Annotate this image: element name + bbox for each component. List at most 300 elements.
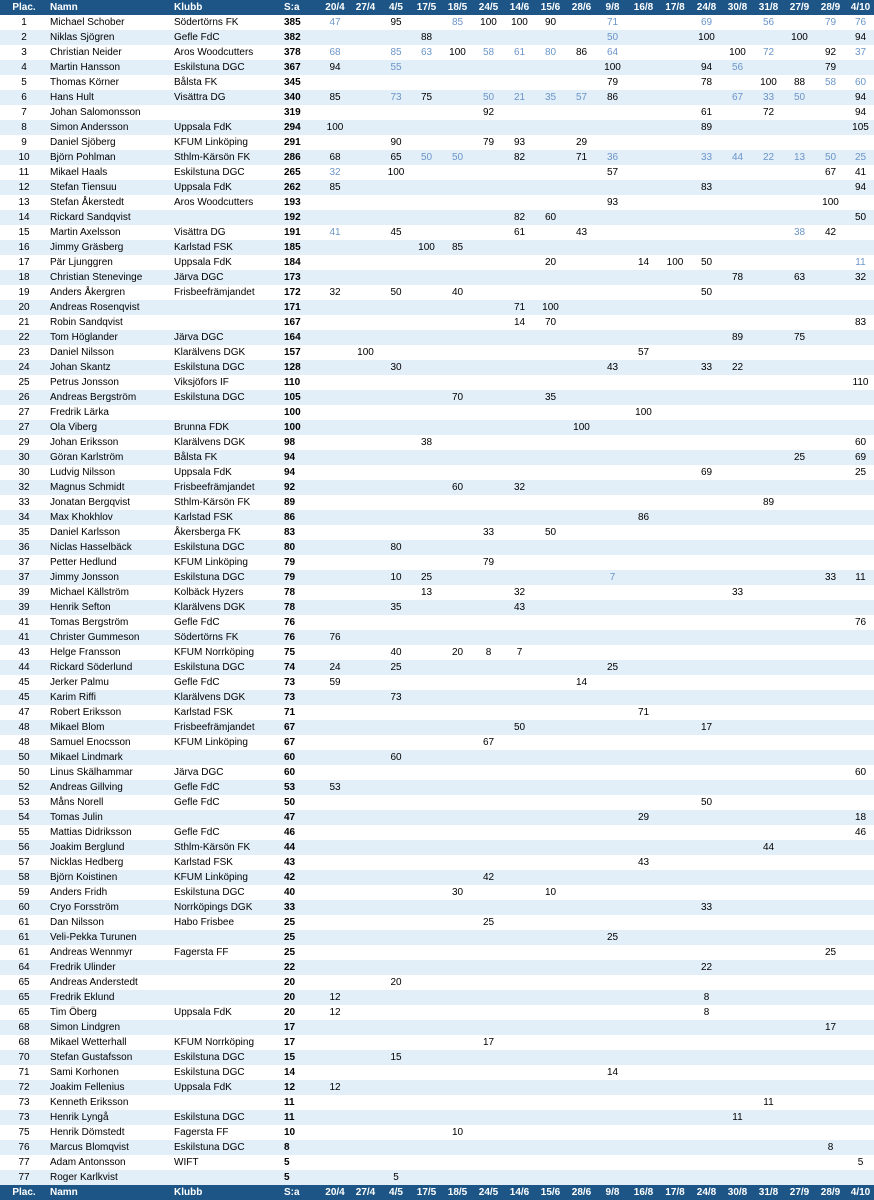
club-cell: Gefle FdC (174, 677, 220, 688)
score-cell (691, 165, 722, 180)
score-cell (753, 165, 784, 180)
total-cell: 14 (284, 1067, 296, 1078)
score-cell: 25 (793, 452, 806, 463)
score-cell (535, 720, 566, 735)
score-cell (846, 1050, 874, 1065)
score-cell (753, 570, 784, 585)
score-cell (381, 1125, 411, 1140)
col-header[interactable]: 24/5 (473, 0, 504, 15)
score-cell (722, 825, 753, 840)
score-cell (320, 615, 350, 630)
table-row (0, 90, 874, 105)
score-cell (350, 405, 381, 420)
col-header[interactable]: 27/9 (784, 0, 815, 15)
col-header[interactable]: 18/5 (442, 0, 473, 15)
score-cell (784, 135, 815, 150)
score-cell: 50 (482, 92, 495, 103)
total-cell: 86 (284, 512, 296, 523)
score-cell (815, 1095, 846, 1110)
score-cell (597, 1140, 628, 1155)
score-cell (504, 195, 535, 210)
score-cell (320, 105, 350, 120)
score-cell (628, 1095, 659, 1110)
col-header[interactable]: 17/8 (659, 0, 691, 15)
table-row (0, 150, 874, 165)
score-cell (473, 675, 504, 690)
placement-cell: 41 (18, 632, 30, 643)
score-cell (784, 255, 815, 270)
score-cell (659, 450, 691, 465)
placement-cell: 33 (18, 497, 30, 508)
score-cell (815, 825, 846, 840)
score-cell (566, 480, 597, 495)
score-cell (350, 720, 381, 735)
score-cell (628, 375, 659, 390)
placement-cell: 13 (18, 197, 30, 208)
score-cell (381, 825, 411, 840)
col-footer: 15/6 (535, 1185, 566, 1200)
score-cell (381, 210, 411, 225)
score-cell (473, 30, 504, 45)
score-cell (566, 630, 597, 645)
table-row (0, 825, 874, 840)
col-header[interactable]: 4/10 (846, 0, 874, 15)
table-row (0, 1170, 874, 1185)
score-cell (320, 450, 350, 465)
score-cell (411, 600, 442, 615)
score-cell (659, 855, 691, 870)
placement-cell: 23 (18, 347, 30, 358)
score-cell (815, 345, 846, 360)
score-cell (815, 1035, 846, 1050)
score-cell: 92 (482, 107, 495, 118)
score-cell (535, 1020, 566, 1035)
score-cell (504, 570, 535, 585)
score-cell (815, 615, 846, 630)
score-cell (846, 1005, 874, 1020)
score-cell (504, 375, 535, 390)
score-cell (597, 480, 628, 495)
score-cell (753, 285, 784, 300)
score-cell (597, 255, 628, 270)
table-row (0, 450, 874, 465)
score-cell (566, 720, 597, 735)
score-cell: 58 (824, 77, 837, 88)
score-cell (628, 525, 659, 540)
score-cell (753, 915, 784, 930)
col-header[interactable]: 4/5 (381, 0, 411, 15)
name-cell: Mikael Lindmark (50, 752, 123, 763)
score-cell (442, 1035, 473, 1050)
score-cell (504, 765, 535, 780)
col-header[interactable]: 16/8 (628, 0, 659, 15)
score-cell (597, 705, 628, 720)
score-cell: 50 (420, 152, 433, 163)
col-header[interactable]: 14/6 (504, 0, 535, 15)
score-cell (659, 840, 691, 855)
name-cell: Kenneth Eriksson (50, 1097, 129, 1108)
table-row (0, 45, 874, 60)
score-cell: 14 (575, 677, 588, 688)
score-cell (411, 975, 442, 990)
score-cell (753, 435, 784, 450)
club-cell: Åkersberga FK (174, 527, 241, 538)
score-cell (659, 240, 691, 255)
score-cell (691, 975, 722, 990)
score-cell (628, 285, 659, 300)
score-cell (411, 375, 442, 390)
col-header[interactable]: 17/5 (411, 0, 442, 15)
score-cell (722, 900, 753, 915)
score-cell (753, 825, 784, 840)
score-cell (628, 30, 659, 45)
score-cell (535, 915, 566, 930)
score-cell (566, 435, 597, 450)
score-cell: 42 (482, 872, 495, 883)
score-cell (815, 900, 846, 915)
score-cell (597, 990, 628, 1005)
score-cell (784, 555, 815, 570)
col-header[interactable]: 15/6 (535, 0, 566, 15)
name-cell: Tim Öberg (50, 1007, 97, 1018)
score-cell (411, 855, 442, 870)
score-cell: 20 (451, 647, 464, 658)
score-cell: 57 (637, 347, 650, 358)
placement-cell: 57 (18, 857, 30, 868)
name-cell: Thomas Körner (50, 77, 119, 88)
col-header[interactable]: Plac. (0, 0, 48, 15)
score-cell (381, 315, 411, 330)
club-cell: Gefle FdC (174, 797, 220, 808)
score-cell (628, 840, 659, 855)
score-cell (504, 975, 535, 990)
score-cell (659, 960, 691, 975)
score-cell: 94 (854, 107, 867, 118)
score-cell: 78 (731, 272, 744, 283)
score-cell: 79 (824, 17, 837, 28)
col-header[interactable]: 28/6 (566, 0, 597, 15)
score-cell (473, 360, 504, 375)
total-cell: 25 (284, 917, 296, 928)
score-cell (381, 810, 411, 825)
score-cell (659, 30, 691, 45)
score-cell (784, 960, 815, 975)
total-cell: 265 (284, 167, 301, 178)
col-header[interactable]: 20/4 (320, 0, 350, 15)
score-cell (784, 1050, 815, 1065)
score-cell (597, 720, 628, 735)
score-cell (320, 555, 350, 570)
col-header[interactable]: 27/4 (350, 0, 381, 15)
score-cell (411, 120, 442, 135)
name-cell: Andreas Wennmyr (50, 947, 133, 958)
col-header[interactable]: 9/8 (597, 0, 628, 15)
score-cell: 82 (513, 152, 526, 163)
score-cell (381, 735, 411, 750)
score-cell (566, 975, 597, 990)
name-cell: Fredrik Ulinder (50, 962, 116, 973)
col-header[interactable]: S:a (284, 0, 320, 15)
score-cell (504, 1065, 535, 1080)
score-cell (381, 405, 411, 420)
name-cell: Rickard Sandqvist (50, 212, 131, 223)
score-cell (722, 105, 753, 120)
score-cell: 45 (390, 227, 402, 238)
score-cell (753, 1005, 784, 1020)
club-cell: Norrköpings DGK (174, 902, 253, 913)
score-cell (442, 960, 473, 975)
name-cell: Jonatan Bergqvist (50, 497, 131, 508)
score-cell (691, 1065, 722, 1080)
total-cell: 286 (284, 152, 301, 163)
score-cell (691, 1095, 722, 1110)
total-cell: 172 (284, 287, 301, 298)
score-cell (535, 30, 566, 45)
score-cell (753, 195, 784, 210)
score-cell (784, 420, 815, 435)
score-cell: 35 (544, 92, 557, 103)
score-cell (691, 420, 722, 435)
club-cell: Järva DGC (174, 767, 224, 778)
placement-cell: 65 (18, 977, 30, 988)
score-cell (784, 1080, 815, 1095)
score-cell (442, 855, 473, 870)
score-cell (320, 735, 350, 750)
score-cell (411, 1110, 442, 1125)
score-cell (628, 1065, 659, 1080)
score-cell (442, 1020, 473, 1035)
table-row (0, 60, 874, 75)
score-cell (411, 945, 442, 960)
placement-cell: 41 (18, 617, 30, 628)
score-cell (504, 540, 535, 555)
score-cell (566, 195, 597, 210)
total-cell: 367 (284, 62, 301, 73)
score-cell (442, 360, 473, 375)
placement-cell: 27 (18, 422, 30, 433)
score-cell (659, 1125, 691, 1140)
score-cell: 11 (855, 572, 866, 583)
score-cell (566, 360, 597, 375)
score-cell: 50 (700, 287, 713, 298)
score-cell (411, 660, 442, 675)
score-cell (442, 1140, 473, 1155)
score-cell (473, 120, 504, 135)
table-row (0, 255, 874, 270)
placement-cell: 21 (18, 317, 30, 328)
total-cell: 173 (284, 272, 301, 283)
score-cell (350, 990, 381, 1005)
score-cell (320, 825, 350, 840)
score-cell (411, 885, 442, 900)
score-cell (753, 960, 784, 975)
score-cell (659, 225, 691, 240)
score-cell (381, 75, 411, 90)
score-cell (566, 240, 597, 255)
score-cell (535, 150, 566, 165)
col-header[interactable]: 31/8 (753, 0, 784, 15)
score-cell (691, 945, 722, 960)
score-cell (350, 90, 381, 105)
score-cell (411, 390, 442, 405)
score-cell (722, 1005, 753, 1020)
club-cell: Visättra DG (174, 227, 226, 238)
score-cell (504, 930, 535, 945)
table-row (0, 1095, 874, 1110)
score-cell (753, 660, 784, 675)
score-cell: 40 (390, 647, 402, 658)
score-cell (442, 630, 473, 645)
score-cell: 100 (387, 167, 405, 178)
name-cell: Mikael Blom (50, 722, 105, 733)
score-cell (722, 255, 753, 270)
col-footer: 28/9 (815, 1185, 846, 1200)
score-cell (628, 435, 659, 450)
name-cell: Michael Källström (50, 587, 129, 598)
col-header[interactable]: Klubb (172, 0, 284, 15)
score-cell (784, 285, 815, 300)
score-cell (442, 270, 473, 285)
score-cell: 57 (575, 92, 588, 103)
score-cell (350, 150, 381, 165)
score-cell (597, 960, 628, 975)
score-cell (659, 15, 691, 30)
score-cell (815, 1005, 846, 1020)
score-cell (442, 60, 473, 75)
score-cell (628, 585, 659, 600)
score-cell (504, 555, 535, 570)
score-cell (504, 615, 535, 630)
score-cell: 20 (544, 257, 557, 268)
score-cell (784, 990, 815, 1005)
score-cell (784, 855, 815, 870)
score-cell (784, 165, 815, 180)
score-cell (381, 1095, 411, 1110)
table-row (0, 630, 874, 645)
col-footer: 27/4 (350, 1185, 381, 1200)
score-cell (815, 105, 846, 120)
score-cell (350, 120, 381, 135)
score-cell (597, 510, 628, 525)
score-cell (597, 450, 628, 465)
club-cell (172, 1170, 284, 1185)
score-cell (504, 165, 535, 180)
total-cell: 74 (284, 662, 296, 673)
score-cell (691, 495, 722, 510)
club-cell: Järva DGC (174, 332, 224, 343)
score-cell (597, 795, 628, 810)
score-cell (722, 510, 753, 525)
score-cell (753, 465, 784, 480)
name-cell: Sami Korhonen (50, 1067, 119, 1078)
name-cell: Niclas Hasselbäck (50, 542, 132, 553)
score-cell: 50 (390, 287, 402, 298)
score-cell (442, 450, 473, 465)
score-cell (504, 810, 535, 825)
name-cell: Karim Riffi (50, 692, 96, 703)
score-cell (350, 435, 381, 450)
score-cell (722, 600, 753, 615)
table-row (0, 1020, 874, 1035)
score-cell: 50 (451, 152, 464, 163)
name-cell: Andreas Anderstedt (50, 977, 138, 988)
score-cell (381, 795, 411, 810)
score-cell (442, 90, 473, 105)
table-row (0, 705, 874, 720)
score-cell (784, 600, 815, 615)
col-header[interactable]: 30/8 (722, 0, 753, 15)
score-cell (597, 315, 628, 330)
score-cell (350, 570, 381, 585)
placement-cell: 52 (18, 782, 30, 793)
score-cell (473, 600, 504, 615)
club-cell: Fagersta FF (174, 947, 229, 958)
score-cell (815, 705, 846, 720)
score-cell (535, 750, 566, 765)
score-cell (784, 1035, 815, 1050)
col-header[interactable]: 24/8 (691, 0, 722, 15)
score-cell: 86 (606, 92, 619, 103)
score-cell (597, 495, 628, 510)
score-cell (846, 1020, 874, 1035)
score-cell (628, 300, 659, 315)
score-cell (566, 765, 597, 780)
score-cell (753, 1050, 784, 1065)
score-cell (381, 195, 411, 210)
score-cell (722, 570, 753, 585)
score-cell (381, 30, 411, 45)
name-cell: Niklas Sjögren (50, 32, 115, 43)
score-cell (473, 315, 504, 330)
score-cell: 80 (544, 47, 557, 58)
score-cell (350, 750, 381, 765)
score-cell (815, 120, 846, 135)
score-cell (320, 510, 350, 525)
total-cell: 73 (284, 677, 296, 688)
score-cell (442, 990, 473, 1005)
score-cell (442, 1155, 473, 1170)
score-cell (442, 345, 473, 360)
placement-cell: 72 (18, 1082, 30, 1093)
col-header[interactable]: 28/9 (815, 0, 846, 15)
score-cell (504, 285, 535, 300)
score-cell (846, 735, 874, 750)
score-cell (535, 405, 566, 420)
score-cell (411, 915, 442, 930)
placement-cell: 22 (18, 332, 30, 343)
total-cell: 157 (284, 347, 301, 358)
score-cell (350, 915, 381, 930)
score-cell (411, 1095, 442, 1110)
club-cell: Karlstad FSK (174, 512, 233, 523)
score-cell (442, 525, 473, 540)
score-cell (691, 555, 722, 570)
score-cell (350, 825, 381, 840)
score-cell (846, 855, 874, 870)
score-cell (566, 540, 597, 555)
score-cell (753, 675, 784, 690)
score-cell (535, 645, 566, 660)
score-cell: 35 (544, 392, 557, 403)
col-header[interactable]: Namn (48, 0, 172, 15)
score-cell (320, 915, 350, 930)
score-cell (504, 1005, 535, 1020)
score-cell (350, 420, 381, 435)
score-cell: 59 (329, 677, 341, 688)
score-cell (753, 60, 784, 75)
score-cell: 79 (606, 77, 619, 88)
score-cell (628, 270, 659, 285)
